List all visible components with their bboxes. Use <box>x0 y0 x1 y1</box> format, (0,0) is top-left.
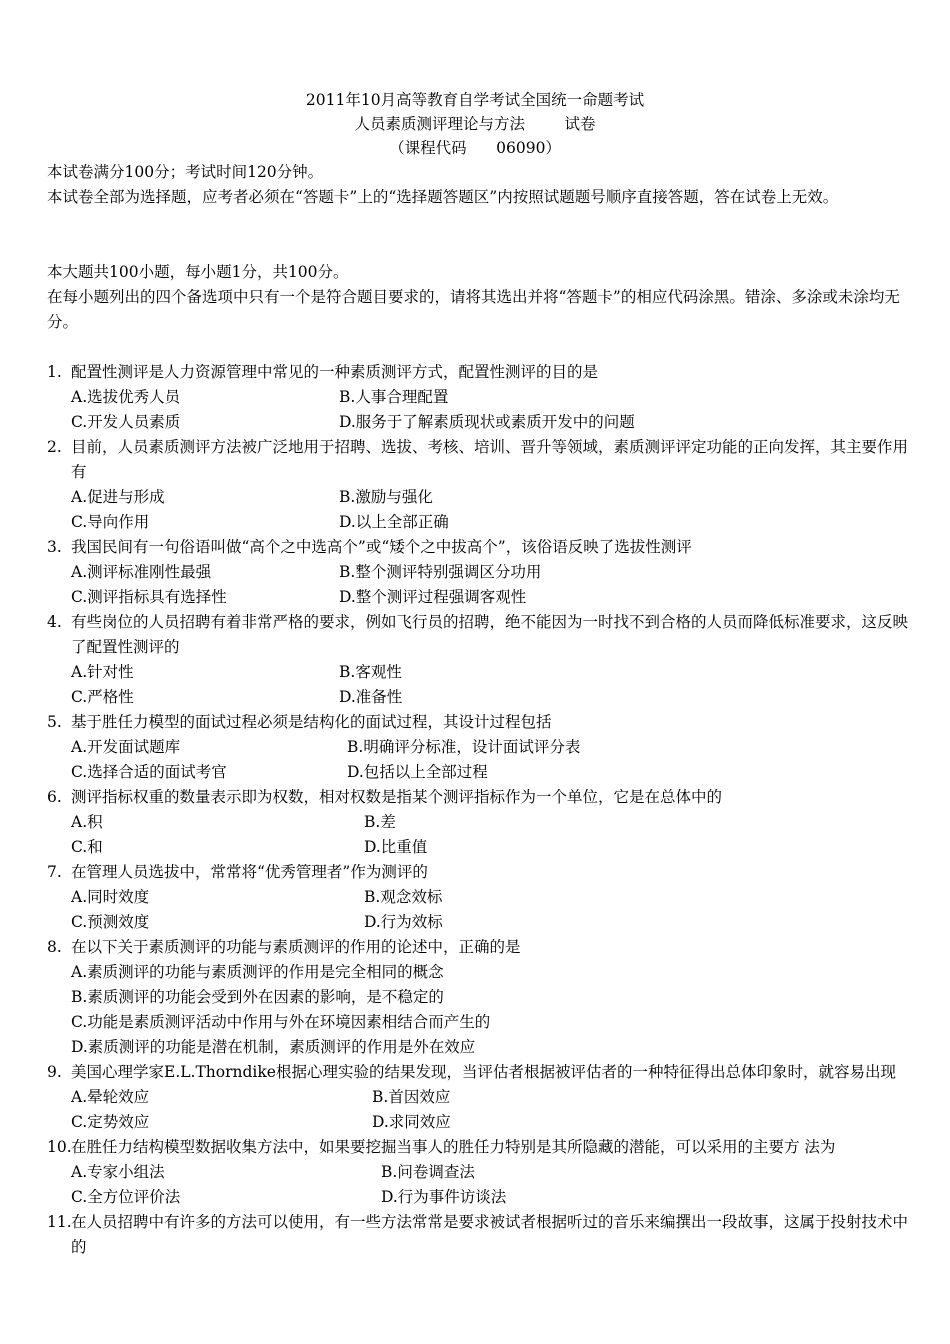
question-number: 7. <box>47 863 62 881</box>
question-item <box>47 1135 917 1210</box>
question-stem: 测评指标权重的数量表示即为权数，相对权数是指某个测评指标作为一个单位，它是在总体中的 <box>71 788 723 806</box>
question-stem: 在胜任力结构模型数据收集方法中，如果要挖掘当事人的胜任力特别是其所隐藏的潜能，可以采用的主要方 法为 <box>71 1138 836 1156</box>
question-stem: 我国民间有一句俗语叫做“高个之中选高个”或“矮个之中拔高个”，该俗语反映了选拔性测评 <box>71 538 692 556</box>
option-a: A.开发面试题库 <box>71 738 181 756</box>
option-b: B.客观性 <box>339 663 402 681</box>
question-number: 5. <box>47 713 62 731</box>
option-c: C.功能是素质测评活动中作用与外在环境因素相结合而产生的 <box>71 1013 491 1031</box>
question-item <box>47 1060 917 1135</box>
option-d: D.包括以上全部过程 <box>347 763 488 781</box>
option-d: D.比重值 <box>364 838 428 856</box>
option-b: B.激励与强化 <box>339 488 433 506</box>
answer-sheet-note: 本试卷全部为选择题，应考者必须在“答题卡”上的“选择题答题区”内按照试题题号顺序直接答题，答在试卷上无效。 <box>47 188 839 206</box>
option-c: C.导向作用 <box>71 513 150 531</box>
option-d: D.求同效应 <box>372 1113 451 1131</box>
option-d: D.服务于了解素质现状或素质开发中的问题 <box>339 413 635 431</box>
question-number: 2. <box>47 438 62 456</box>
option-b: B.观念效标 <box>364 888 443 906</box>
question-stem: 目前，人员素质测评方法被广泛地用于招聘、选拔、考核、培训、晋升等领域，素质测评评定功能的正向发挥，其主要作用有 <box>71 438 909 481</box>
question-item <box>47 860 917 935</box>
question-item <box>47 935 917 1060</box>
option-b: B.素质测评的功能会受到外在因素的影响，是不稳定的 <box>71 988 444 1006</box>
exam-instructions <box>47 160 917 210</box>
question-number: 1. <box>47 363 62 381</box>
question-stem: 基于胜任力模型的面试过程必须是结构化的面试过程，其设计过程包括 <box>71 713 552 731</box>
question-stem: 美国心理学家E.L.Thorndike根据心理实验的结果发现，当评估者根据被评估者的一种特征得出总体印象时，就容易出现 <box>71 1063 896 1081</box>
section-instructions <box>47 260 917 335</box>
question-list <box>47 360 917 1260</box>
option-b: B.问卷调查法 <box>381 1163 475 1181</box>
option-b: B.明确评分标准，设计面试评分表 <box>347 738 581 756</box>
option-a: A.测评标准刚性最强 <box>71 563 212 581</box>
option-c: C.预测效度 <box>71 913 150 931</box>
question-item <box>47 610 917 710</box>
option-a: A.专家小组法 <box>71 1163 165 1181</box>
option-a: A.积 <box>71 813 103 831</box>
option-a: A.素质测评的功能与素质测评的作用是完全相同的概念 <box>71 963 444 981</box>
question-number: 10. <box>47 1138 72 1156</box>
option-c: C.选择合适的面试考官 <box>71 763 227 781</box>
section-rules: 在每小题列出的四个备选项中只有一个是符合题目要求的，请将其选出并将“答题卡”的相应代码涂黑。错涂、多涂或未涂均无分。 <box>47 288 900 331</box>
option-c: C.严格性 <box>71 688 134 706</box>
question-item <box>47 710 917 785</box>
question-number: 4. <box>47 613 62 631</box>
question-number: 9. <box>47 1063 62 1081</box>
option-c: C.和 <box>71 838 103 856</box>
section-scoring: 本大题共100小题，每小题1分，共100分。 <box>47 263 349 281</box>
exam-title: 2011年10月高等教育自学考试全国统一命题考试 <box>305 91 645 109</box>
question-item <box>47 360 917 435</box>
question-item <box>47 535 917 610</box>
option-c: C.全方位评价法 <box>71 1188 181 1206</box>
option-a: A.晕轮效应 <box>71 1088 150 1106</box>
option-d: D.行为效标 <box>364 913 443 931</box>
question-stem: 配置性测评是人力资源管理中常见的一种素质测评方式，配置性测评的目的是 <box>71 363 599 381</box>
option-a: A.促进与形成 <box>71 488 165 506</box>
option-b: B.首因效应 <box>372 1088 451 1106</box>
option-a: A.针对性 <box>71 663 134 681</box>
question-stem: 在管理人员选拔中，常常将“优秀管理者”作为测评的 <box>71 863 428 881</box>
option-c: C.开发人员素质 <box>71 413 181 431</box>
question-item <box>47 435 917 535</box>
question-item <box>47 1210 917 1260</box>
question-stem: 有些岗位的人员招聘有着非常严格的要求，例如飞行员的招聘，绝不能因为一时找不到合格的人员而降低标准要求，这反映了配置性测评的 <box>71 613 909 656</box>
option-d: D.准备性 <box>339 688 403 706</box>
exam-header <box>0 88 950 160</box>
option-c: C.定势效应 <box>71 1113 150 1131</box>
option-b: B.人事合理配置 <box>339 388 449 406</box>
option-a: A.同时效度 <box>71 888 150 906</box>
question-number: 6. <box>47 788 62 806</box>
exam-subject: 人员素质测评理论与方法 试卷 <box>354 115 596 133</box>
option-d: D.以上全部正确 <box>339 513 449 531</box>
option-c: C.测评指标具有选择性 <box>71 588 227 606</box>
question-number: 11. <box>47 1213 72 1231</box>
course-code: （课程代码 06090） <box>389 139 561 157</box>
question-number: 3. <box>47 538 62 556</box>
option-d: D.素质测评的功能是潜在机制，素质测评的作用是外在效应 <box>71 1038 476 1056</box>
question-stem: 在人员招聘中有许多的方法可以使用，有一些方法常常是要求被试者根据听过的音乐来编撰出一段故事，这属于投射技术中的 <box>71 1213 909 1256</box>
option-b: B.差 <box>364 813 396 831</box>
option-d: D.整个测评过程强调客观性 <box>339 588 527 606</box>
question-item <box>47 785 917 860</box>
question-stem: 在以下关于素质测评的功能与素质测评的作用的论述中，正确的是 <box>71 938 521 956</box>
score-time-note: 本试卷满分100分；考试时间120分钟。 <box>47 163 324 181</box>
option-a: A.选拔优秀人员 <box>71 388 181 406</box>
question-number: 8. <box>47 938 62 956</box>
option-d: D.行为事件访谈法 <box>381 1188 507 1206</box>
option-b: B.整个测评特别强调区分功用 <box>339 563 542 581</box>
